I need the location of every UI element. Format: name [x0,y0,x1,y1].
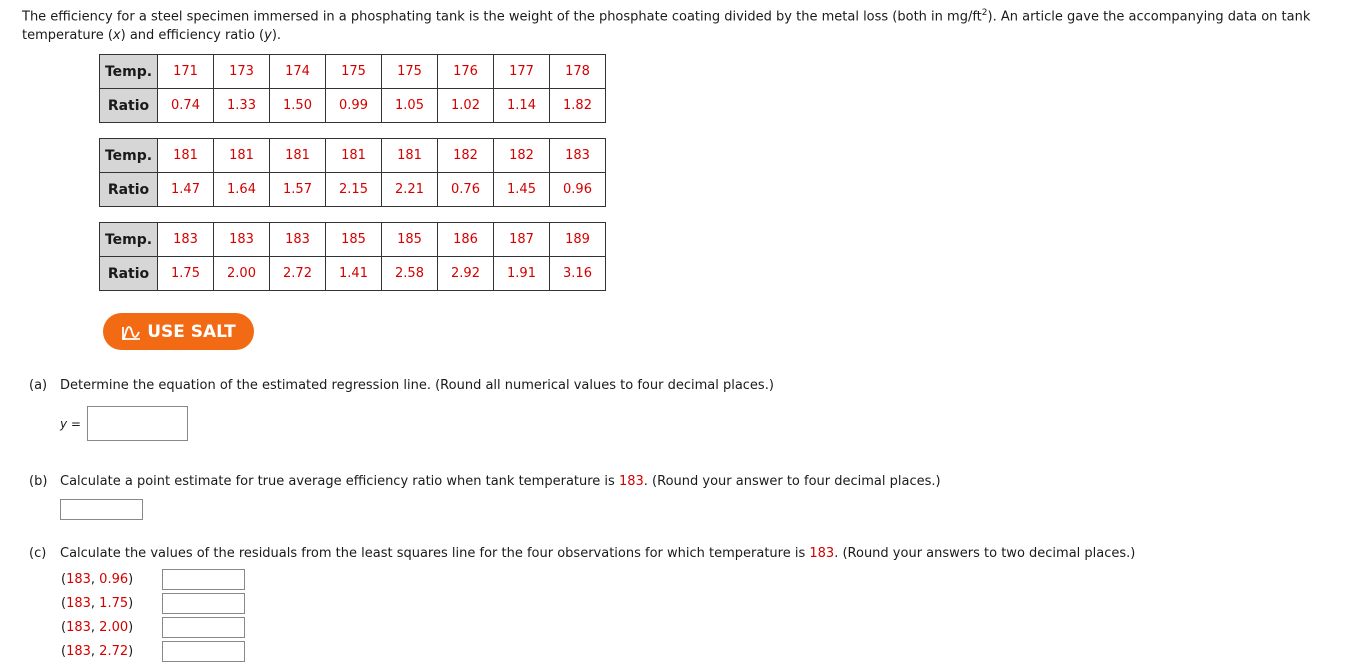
part-a-label: (a) [29,378,48,393]
y-equals-label: y = [60,417,81,431]
ratio-cell: 1.02 [438,89,494,123]
temp-cell: 181 [270,139,326,173]
ratio-cell: 1.45 [494,173,550,207]
temp-cell: 173 [214,55,270,89]
temp-cell: 175 [382,55,438,89]
temp-cell: 174 [270,55,326,89]
temp-cell: 183 [158,223,214,257]
temp-cell: 187 [494,223,550,257]
salt-icon [121,324,141,340]
ratio-cell: 2.92 [438,257,494,291]
residual-point-label: (183, 2.72) [61,644,134,659]
residual-input[interactable] [162,569,245,590]
residual-input[interactable] [162,593,245,614]
ratio-cell: 1.47 [158,173,214,207]
salt-button-label: USE SALT [147,321,236,342]
ratio-cell: 1.05 [382,89,438,123]
ratio-cell: 3.16 [550,257,606,291]
ratio-cell: 2.72 [270,257,326,291]
ratio-cell: 1.41 [326,257,382,291]
ratio-cell: 1.64 [214,173,270,207]
temp-cell: 175 [326,55,382,89]
temp-header: Temp. [100,55,158,89]
temp-header: Temp. [100,223,158,257]
temp-cell: 183 [270,223,326,257]
ratio-cell: 1.57 [270,173,326,207]
temp-header: Temp. [100,139,158,173]
ratio-cell: 1.82 [550,89,606,123]
temp-cell: 171 [158,55,214,89]
ratio-cell: 1.75 [158,257,214,291]
temp-cell: 181 [158,139,214,173]
residual-point-label: (183, 0.96) [61,572,134,587]
residual-input[interactable] [162,617,245,638]
ratio-cell: 1.91 [494,257,550,291]
point-estimate-input[interactable] [60,499,143,520]
temp-row [100,139,606,173]
temp-cell: 185 [326,223,382,257]
temp-cell: 177 [494,55,550,89]
ratio-cell: 0.96 [550,173,606,207]
temp-cell: 181 [214,139,270,173]
temp-cell: 176 [438,55,494,89]
data-table-2 [99,138,606,207]
temp-cell: 181 [326,139,382,173]
part-b-prompt: (b) Calculate a point estimate for true average efficiency ratio when tank temperature is 183. (Round your answer to four decimal places.) [29,474,941,489]
temp-cell: 182 [438,139,494,173]
ratio-cell: 1.50 [270,89,326,123]
ratio-cell: 2.21 [382,173,438,207]
part-c-prompt: (c) Calculate the values of the residuals from the least squares line for the four observations for which temperature is 183. (Round your answers to two decimal places.) [29,546,1136,561]
ratio-cell: 2.58 [382,257,438,291]
residual-input[interactable] [162,641,245,662]
part-a-text: Determine the equation of the estimated regression line. (Round all numerical values to four decimal places.) [60,378,774,393]
ratio-row [100,89,606,123]
part-b-label: (b) [29,474,48,489]
ratio-cell: 0.99 [326,89,382,123]
temp-cell: 183 [214,223,270,257]
part-c-label: (c) [29,546,47,561]
temp-cell: 178 [550,55,606,89]
data-table-1 [99,54,606,123]
residual-point-label: (183, 1.75) [61,596,134,611]
ratio-header: Ratio [100,89,158,123]
ratio-cell: 1.33 [214,89,270,123]
regression-equation-input[interactable] [87,406,188,441]
temp-row [100,55,606,89]
ratio-cell: 1.14 [494,89,550,123]
ratio-row [100,173,606,207]
ratio-cell: 2.15 [326,173,382,207]
temp-cell: 181 [382,139,438,173]
problem-statement: The efficiency for a steel specimen immersed in a phosphating tank is the weight of the phosphate coating divided by the metal loss (both in $mg/ft^2$). An article gave the accompanying data on tank temperature (x) and efficiency ratio (y). [22,8,1311,44]
ratio-cell: 0.76 [438,173,494,207]
temp-cell: 182 [494,139,550,173]
ratio-header: Ratio [100,257,158,291]
ratio-cell: 2.00 [214,257,270,291]
residual-point-label: (183, 2.00) [61,620,134,635]
ratio-cell: 0.74 [158,89,214,123]
temp-cell: 183 [550,139,606,173]
part-a-prompt [29,378,774,393]
temp-cell: 186 [438,223,494,257]
temp-row [100,223,606,257]
temp-cell: 189 [550,223,606,257]
use-salt-button[interactable] [103,313,254,350]
data-table-3 [99,222,606,291]
ratio-header: Ratio [100,173,158,207]
ratio-row [100,257,606,291]
temp-cell: 185 [382,223,438,257]
